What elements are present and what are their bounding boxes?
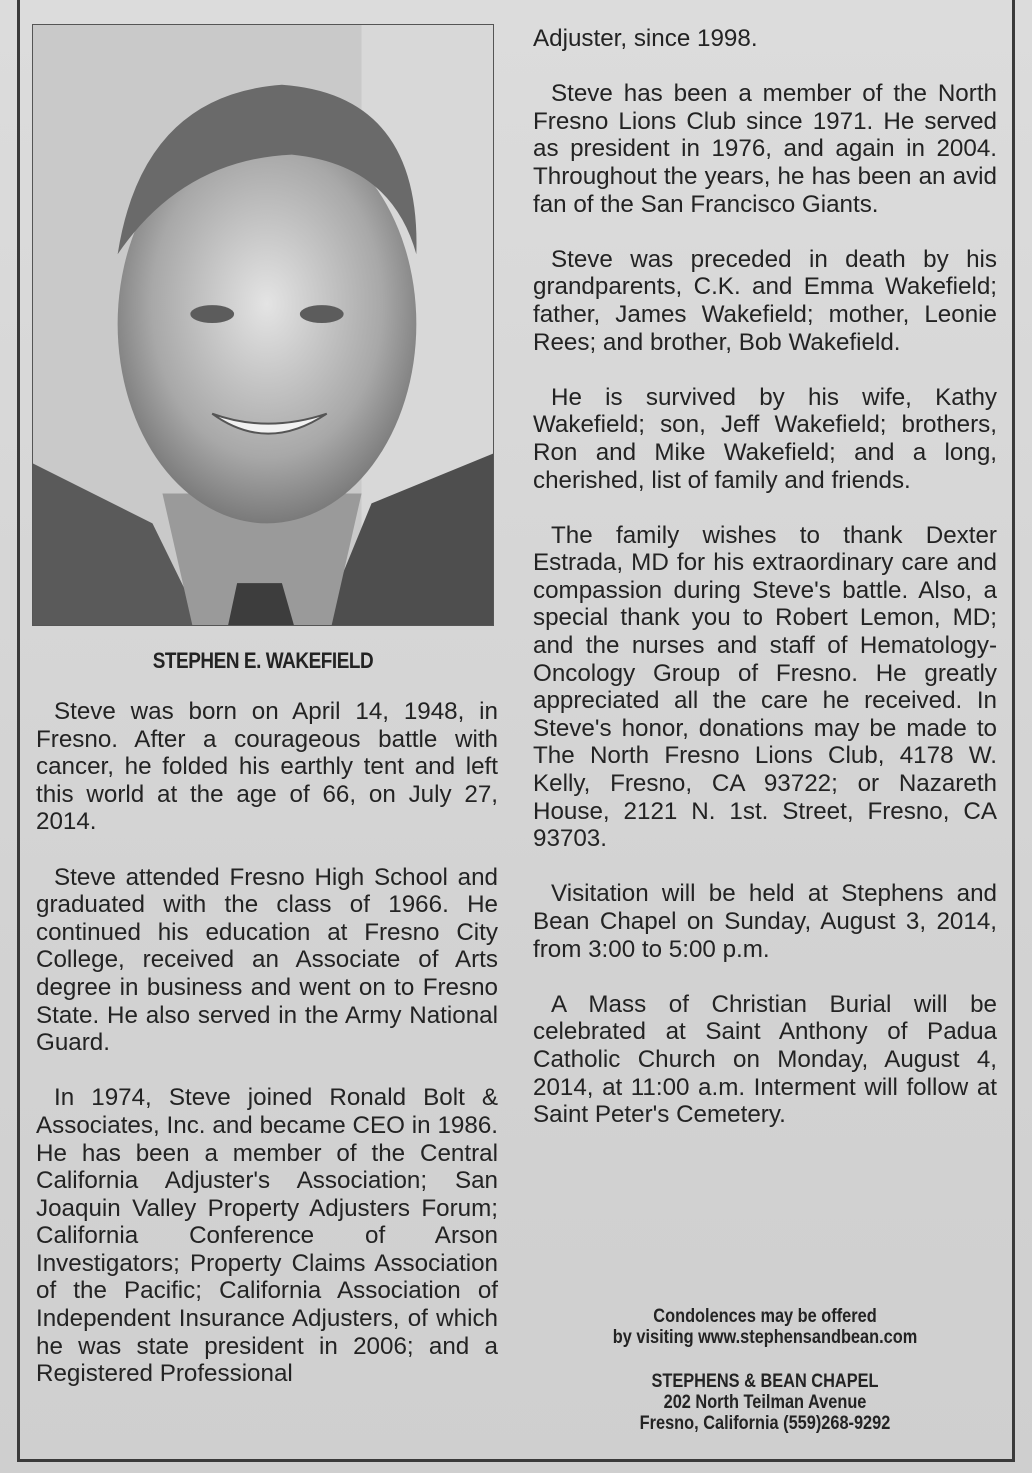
paragraph-education: Steve attended Fresno High School and graduated with the class of 1966. He continued his education at Fresno City College, received an Associate of Arts degree in business and went on to Fresno State. He also served in the Army National Guard.	[36, 863, 498, 1057]
paragraph-survived: He is survived by his wife, Kathy Wakefield; son, Jeff Wakefield; brothers, Ron and Mike Wakefield; and a long, cherished, list of family and friends.	[533, 383, 997, 494]
paragraph-visitation: Visitation will be held at Stephens and Bean Chapel on Sunday, August 3, 2014, from 3:00 to 5:00 p.m.	[533, 880, 997, 963]
paragraph-mass: A Mass of Christian Burial will be celebrated at Saint Anthony of Padua Catholic Church on Monday, August 4, 2014, at 11:00 a.m. Interment will follow at Saint Peter's Cemetery.	[533, 990, 997, 1129]
chapel-address: 202 North Teilman Avenue	[663, 1392, 867, 1413]
portrait-photo	[32, 24, 494, 626]
paragraph-birth: Steve was born on April 14, 1948, in Fresno. After a courageous battle with cancer, he folded his earthly tent and left this world at the age of 66, on July 27, 2014.	[36, 698, 498, 836]
deceased-name: STEPHEN E. WAKEFIELD	[152, 648, 374, 673]
chapel-city-phone: Fresno, California (559)268-9292	[639, 1413, 891, 1434]
left-column	[36, 698, 498, 1415]
condolences-line: Condolences may be offered	[653, 1306, 877, 1327]
paragraph-thanks: The family wishes to thank Dexter Estrada, MD for his extraordinary care and compassion during Steve's battle. Also, a special thank you to Robert Lemon, MD; and the nurses and staff of Hematology-Oncology Group of Fresno. He greatly appreciated all the care he received. In Steve's honor, donations may be made to The North Fresno Lions Club, 4178 W. Kelly, Fresno, CA 93722; or Nazareth House, 2121 N. 1st. Street, Fresno, CA 93703.	[533, 521, 997, 853]
paragraph-career-continued: Adjuster, since 1998.	[533, 25, 758, 52]
paragraph-lions-club: Steve has been a member of the North Fresno Lions Club since 1971. He served as president in 1976, and again in 2004. Throughout the years, he has been an avid fan of the San Francisco Giants.	[533, 80, 997, 218]
condolences-website: by visiting www.stephensandbean.com	[612, 1327, 918, 1348]
chapel-info	[533, 1371, 997, 1434]
condolences-note	[533, 1306, 997, 1348]
paragraph-preceded: Steve was preceded in death by his grandparents, C.K. and Emma Wakefield; father, James Wakefield; mother, Leonie Rees; and brother, Bob Wakefield.	[533, 245, 997, 356]
paragraph-career: In 1974, Steve joined Ronald Bolt & Associates, Inc. and became CEO in 1986. He has been a member of the Central California Adjuster's Association; San Joaquin Valley Property Adjusters Forum; California Conference of Arson Investigators; Property Claims Association of the Pacific; California Association of Independent Insurance Adjusters, of which he was state president in 2006; and a Registered Professional	[36, 1084, 498, 1388]
chapel-name: STEPHENS & BEAN CHAPEL	[651, 1371, 879, 1392]
right-column	[533, 25, 997, 1156]
